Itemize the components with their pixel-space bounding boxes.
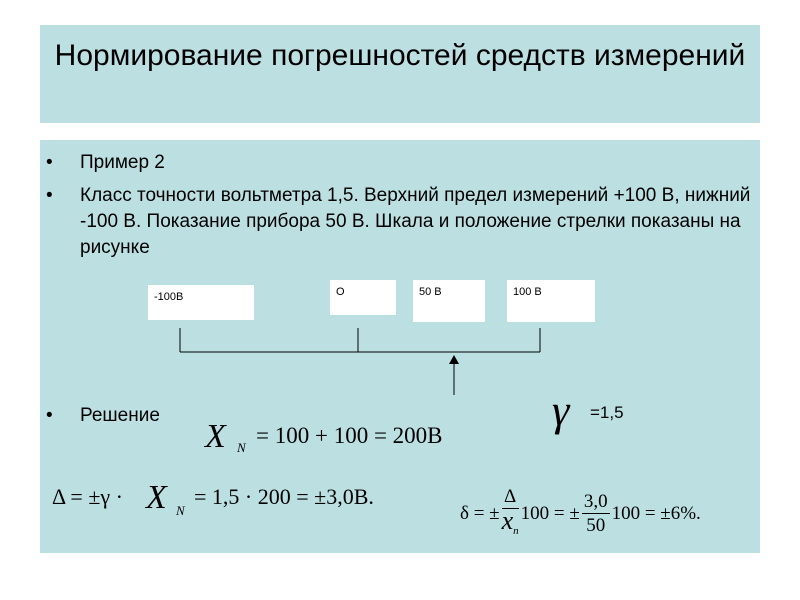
rel-fraction-2: [582, 491, 610, 538]
rel-lhs: δ = ±: [460, 503, 500, 525]
bullet-solution: Решение: [80, 405, 160, 426]
relative-error-equation: [460, 486, 701, 543]
rel-num-1: Δ: [502, 486, 519, 509]
pointer-arrowhead: [449, 355, 459, 364]
xn-subscript: N: [237, 440, 246, 455]
slide-title: Нормирование погрешностей средств измерений: [54, 39, 746, 72]
scale-label-min: -100В: [148, 285, 254, 320]
delta-equation-lhs: Δ = ±γ ·: [52, 484, 123, 509]
xn-equation: = 100 + 100 = 200В: [256, 423, 443, 448]
scale-label-zero: О: [330, 280, 396, 315]
rel-den-1-x: x: [501, 506, 514, 535]
scale-label-max: 100 В: [507, 280, 595, 322]
scale-label-mid: 50 В: [413, 280, 485, 322]
bullet-dot: •: [46, 152, 53, 173]
rel-rhs: 100 = ±6%.: [611, 503, 701, 525]
gamma-value: =1,5: [590, 403, 624, 422]
rel-fraction-1: [502, 486, 519, 543]
gamma-symbol: γ: [552, 386, 570, 435]
delta-xn-subscript: N: [176, 503, 185, 518]
bullet-dot: •: [46, 185, 53, 206]
rel-den-1-sub: п: [513, 524, 519, 537]
xn-symbol: X: [205, 418, 226, 455]
delta-equation-rhs: = 1,5 · 200 = ±3,0В.: [194, 484, 374, 509]
rel-num-2: 3,0: [583, 490, 608, 512]
bullet-example: Пример 2: [80, 152, 165, 173]
bullet-dot: •: [46, 405, 53, 426]
delta-xn-symbol: X: [146, 479, 167, 516]
rel-mid: 100 = ±: [520, 503, 580, 525]
bullet-problem: Класс точности вольтметра 1,5. Верхний предел измерений +100 В, нижний -100 В. Показание прибора 50 В. Шкала и положение стрелки показаны на рисунке: [80, 185, 751, 258]
rel-den-2: 50: [586, 514, 606, 536]
rel-den-1: [501, 506, 519, 543]
